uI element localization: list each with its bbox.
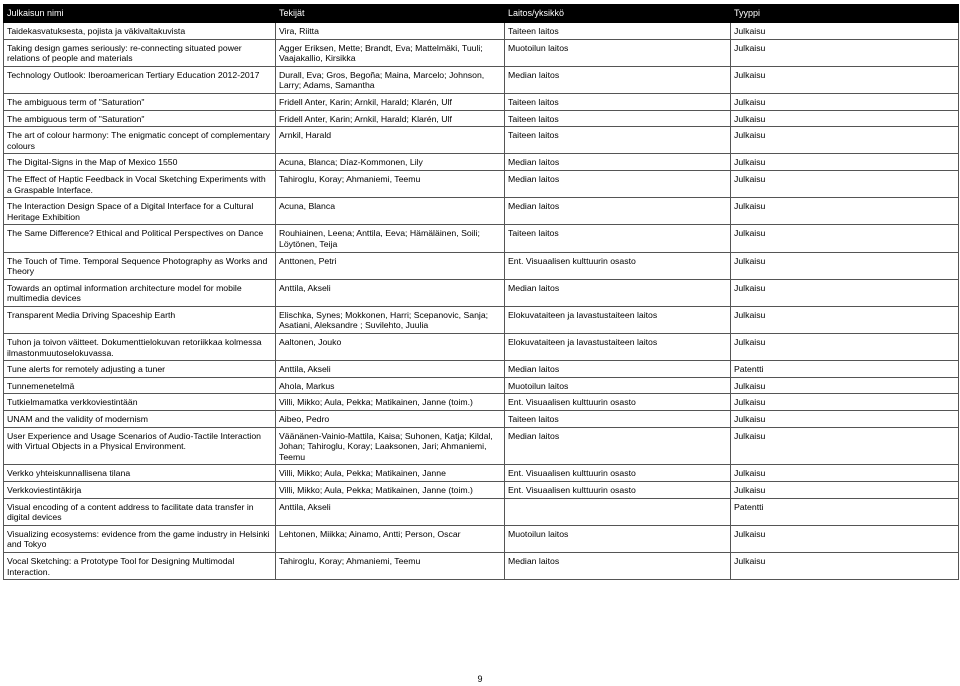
cell-title: The art of colour harmony: The enigmatic concept of complementary colours — [4, 127, 276, 154]
cell-department: Taiteen laitos — [505, 110, 731, 127]
cell-type: Julkaisu — [731, 93, 959, 110]
table-row — [4, 482, 959, 499]
table-row — [4, 39, 959, 66]
header-authors: Tekijät — [276, 5, 505, 23]
header-row — [4, 5, 959, 23]
cell-type: Julkaisu — [731, 279, 959, 306]
cell-authors: Durall, Eva; Gros, Begoña; Maina, Marcelo; Johnson, Larry; Adams, Samantha — [276, 66, 505, 93]
cell-department: Ent. Visuaalisen kulttuurin osasto — [505, 482, 731, 499]
cell-type: Julkaisu — [731, 482, 959, 499]
cell-type: Patentti — [731, 498, 959, 525]
cell-department: Muotoilun laitos — [505, 525, 731, 552]
cell-authors: Ahola, Markus — [276, 377, 505, 394]
cell-department: Median laitos — [505, 279, 731, 306]
cell-type: Julkaisu — [731, 306, 959, 333]
table-row — [4, 525, 959, 552]
cell-authors: Acuna, Blanca — [276, 198, 505, 225]
page-number: 9 — [477, 674, 483, 684]
table-row — [4, 110, 959, 127]
cell-title: Verkkoviestintäkirja — [4, 482, 276, 499]
table-row — [4, 252, 959, 279]
cell-type: Julkaisu — [731, 334, 959, 361]
cell-authors: Anttonen, Petri — [276, 252, 505, 279]
table-row — [4, 498, 959, 525]
cell-type: Julkaisu — [731, 427, 959, 465]
cell-title: Towards an optimal information architecture model for mobile multimedia devices — [4, 279, 276, 306]
cell-title: Technology Outlook: Iberoamerican Tertiary Education 2012-2017 — [4, 66, 276, 93]
cell-department — [505, 498, 731, 525]
cell-authors: Aaltonen, Jouko — [276, 334, 505, 361]
cell-title: Taidekasvatuksesta, pojista ja väkivaltakuvista — [4, 23, 276, 40]
cell-type: Julkaisu — [731, 377, 959, 394]
table-row — [4, 225, 959, 252]
cell-title: The Effect of Haptic Feedback in Vocal Sketching Experiments with a Graspable Interface. — [4, 170, 276, 197]
header-department: Laitos/yksikkö — [505, 5, 731, 23]
table-row — [4, 154, 959, 171]
cell-type: Julkaisu — [731, 127, 959, 154]
cell-authors: Tahiroglu, Koray; Ahmaniemi, Teemu — [276, 552, 505, 579]
cell-authors: Vira, Riitta — [276, 23, 505, 40]
cell-department: Ent. Visuaalisen kulttuurin osasto — [505, 465, 731, 482]
cell-authors: Anttila, Akseli — [276, 279, 505, 306]
cell-title: Transparent Media Driving Spaceship Earth — [4, 306, 276, 333]
cell-authors: Aibeo, Pedro — [276, 411, 505, 428]
cell-type: Julkaisu — [731, 411, 959, 428]
cell-authors: Anttila, Akseli — [276, 498, 505, 525]
cell-department: Taiteen laitos — [505, 411, 731, 428]
cell-title: The ambiguous term of "Saturation" — [4, 110, 276, 127]
cell-title: The Same Difference? Ethical and Political Perspectives on Dance — [4, 225, 276, 252]
table-row — [4, 394, 959, 411]
cell-department: Muotoilun laitos — [505, 39, 731, 66]
header-type: Tyyppi — [731, 5, 959, 23]
table-row — [4, 361, 959, 378]
cell-title: Vocal Sketching: a Prototype Tool for Designing Multimodal Interaction. — [4, 552, 276, 579]
cell-authors: Tahiroglu, Koray; Ahmaniemi, Teemu — [276, 170, 505, 197]
cell-authors: Villi, Mikko; Aula, Pekka; Matikainen, Janne — [276, 465, 505, 482]
cell-type: Julkaisu — [731, 252, 959, 279]
cell-type: Julkaisu — [731, 66, 959, 93]
cell-department: Median laitos — [505, 66, 731, 93]
cell-department: Median laitos — [505, 198, 731, 225]
cell-authors: Fridell Anter, Karin; Arnkil, Harald; Klarén, Ulf — [276, 110, 505, 127]
cell-title: The Touch of Time. Temporal Sequence Photography as Works and Theory — [4, 252, 276, 279]
cell-department: Median laitos — [505, 427, 731, 465]
cell-authors: Elischka, Synes; Mokkonen, Harri; Scepanovic, Sanja; Asatiani, Aleksandre ; Suvilehto, Juulia — [276, 306, 505, 333]
cell-department: Taiteen laitos — [505, 93, 731, 110]
cell-title: Visual encoding of a content address to facilitate data transfer in digital devices — [4, 498, 276, 525]
cell-authors: Väänänen-Vainio-Mattila, Kaisa; Suhonen, Katja; Kildal, Johan; Tahiroglu, Koray; Laaksonen, Jari; Ahmaniemi, Teemu — [276, 427, 505, 465]
cell-department: Median laitos — [505, 170, 731, 197]
cell-title: Visualizing ecosystems: evidence from the game industry in Helsinki and Tokyo — [4, 525, 276, 552]
table-row — [4, 279, 959, 306]
table-row — [4, 66, 959, 93]
cell-title: Tuhon ja toivon väitteet. Dokumenttielokuvan retoriikkaa kolmessa ilmastonmuutoselokuvassa. — [4, 334, 276, 361]
cell-department: Muotoilun laitos — [505, 377, 731, 394]
cell-department: Elokuvataiteen ja lavastustaiteen laitos — [505, 306, 731, 333]
cell-authors: Fridell Anter, Karin; Arnkil, Harald; Klarén, Ulf — [276, 93, 505, 110]
cell-type: Julkaisu — [731, 465, 959, 482]
table-row — [4, 465, 959, 482]
table-row — [4, 552, 959, 579]
table-row — [4, 127, 959, 154]
cell-type: Julkaisu — [731, 170, 959, 197]
table-row — [4, 93, 959, 110]
cell-authors: Acuna, Blanca; Díaz-Kommonen, Lily — [276, 154, 505, 171]
cell-authors: Rouhiainen, Leena; Anttila, Eeva; Hämäläinen, Soili; Löytönen, Teija — [276, 225, 505, 252]
cell-type: Julkaisu — [731, 110, 959, 127]
cell-title: The ambiguous term of "Saturation" — [4, 93, 276, 110]
cell-department: Ent. Visuaalisen kulttuurin osasto — [505, 394, 731, 411]
cell-type: Julkaisu — [731, 394, 959, 411]
cell-department: Median laitos — [505, 552, 731, 579]
cell-department: Elokuvataiteen ja lavastustaiteen laitos — [505, 334, 731, 361]
cell-type: Julkaisu — [731, 525, 959, 552]
table-row — [4, 170, 959, 197]
cell-title: Tunnemenetelmä — [4, 377, 276, 394]
cell-title: Verkko yhteiskunnallisena tilana — [4, 465, 276, 482]
cell-title: Taking design games seriously: re-connecting situated power relations of people and materials — [4, 39, 276, 66]
table-row — [4, 306, 959, 333]
cell-authors: Arnkil, Harald — [276, 127, 505, 154]
cell-department: Median laitos — [505, 154, 731, 171]
cell-authors: Anttila, Akseli — [276, 361, 505, 378]
cell-authors: Villi, Mikko; Aula, Pekka; Matikainen, Janne (toim.) — [276, 482, 505, 499]
cell-authors: Villi, Mikko; Aula, Pekka; Matikainen, Janne (toim.) — [276, 394, 505, 411]
cell-type: Julkaisu — [731, 39, 959, 66]
cell-type: Julkaisu — [731, 23, 959, 40]
cell-title: The Interaction Design Space of a Digital Interface for a Cultural Heritage Exhibition — [4, 198, 276, 225]
cell-type: Julkaisu — [731, 154, 959, 171]
table-row — [4, 334, 959, 361]
publications-table — [3, 4, 959, 580]
cell-type: Patentti — [731, 361, 959, 378]
cell-title: User Experience and Usage Scenarios of Audio-Tactile Interaction with Virtual Objects in a Physical Environment. — [4, 427, 276, 465]
cell-title: The Digital-Signs in the Map of Mexico 1550 — [4, 154, 276, 171]
cell-department: Median laitos — [505, 361, 731, 378]
cell-type: Julkaisu — [731, 552, 959, 579]
cell-title: Tune alerts for remotely adjusting a tuner — [4, 361, 276, 378]
cell-department: Taiteen laitos — [505, 23, 731, 40]
table-row — [4, 23, 959, 40]
table-row — [4, 198, 959, 225]
cell-title: Tutkielmamatka verkkoviestintään — [4, 394, 276, 411]
cell-type: Julkaisu — [731, 225, 959, 252]
cell-department: Taiteen laitos — [505, 127, 731, 154]
cell-authors: Lehtonen, Miikka; Ainamo, Antti; Person, Oscar — [276, 525, 505, 552]
cell-authors: Agger Eriksen, Mette; Brandt, Eva; Mattelmäki, Tuuli; Vaajakallio, Kirsikka — [276, 39, 505, 66]
table-row — [4, 427, 959, 465]
header-title: Julkaisun nimi — [4, 5, 276, 23]
table-row — [4, 377, 959, 394]
table-row — [4, 411, 959, 428]
cell-department: Taiteen laitos — [505, 225, 731, 252]
cell-title: UNAM and the validity of modernism — [4, 411, 276, 428]
cell-department: Ent. Visuaalisen kulttuurin osasto — [505, 252, 731, 279]
cell-type: Julkaisu — [731, 198, 959, 225]
